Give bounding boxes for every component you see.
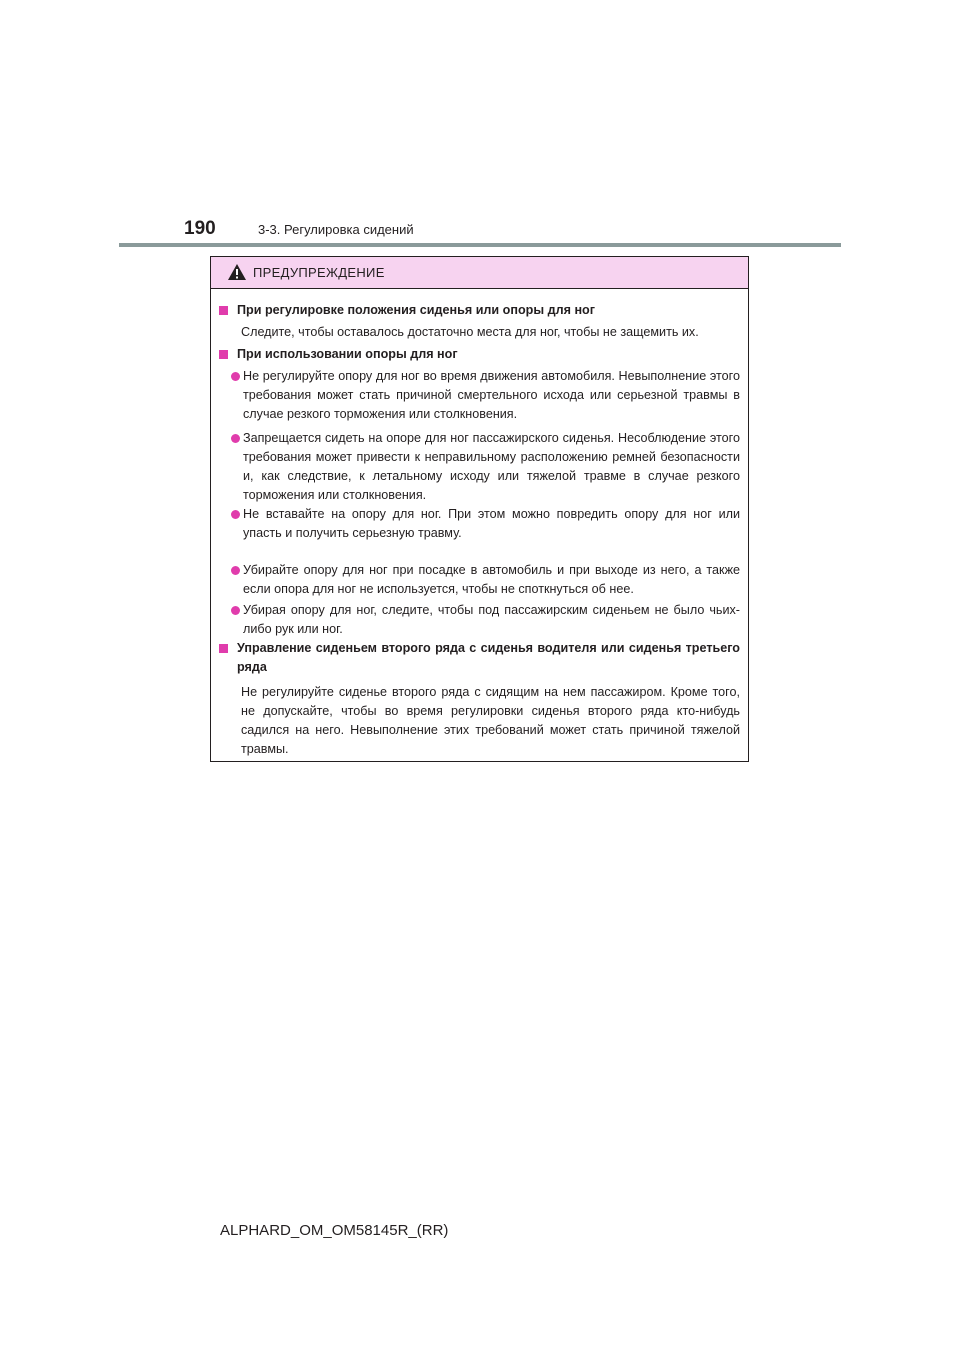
list-item-text: Не вставайте на опору для ног. При этом можно повредить опору для ног или упасть и получить серьезную травму. xyxy=(243,507,740,540)
warning-section xyxy=(219,301,740,342)
warning-box xyxy=(210,256,749,762)
section-heading-text: Управление сиденьем второго ряда с сиденья водителя или сиденья третьего ряда xyxy=(237,641,740,674)
list-item-text: Убирая опору для ног, следите, чтобы под пассажирским сиденьем не было чьих-либо рук или ног. xyxy=(243,603,740,636)
square-bullet-icon xyxy=(219,306,228,315)
round-bullet-icon xyxy=(231,434,240,443)
section-heading xyxy=(219,345,740,364)
list-item xyxy=(231,367,740,424)
section-title: 3-3. Регулировка сидений xyxy=(258,222,414,237)
page-number: 190 xyxy=(184,218,216,239)
warning-header xyxy=(211,257,748,289)
list-item xyxy=(231,601,740,639)
warning-section xyxy=(219,639,740,759)
round-bullet-icon xyxy=(231,566,240,575)
square-bullet-icon xyxy=(219,644,228,653)
document-code: ALPHARD_OM_OM58145R_(RR) xyxy=(220,1222,449,1239)
square-bullet-icon xyxy=(219,350,228,359)
section-text: Следите, чтобы оставалось достаточно места для ног, чтобы не защемить их. xyxy=(241,325,699,339)
section-text: Не регулируйте сиденье второго ряда с сидящим на нем пассажиром. Кроме того, не допускайте, чтобы во время регулировки сиденья второго ряда кто-нибудь садился на него. Невыполнение этих требований может стать причиной тяжелой травмы. xyxy=(241,685,740,756)
section-heading xyxy=(219,301,740,320)
round-bullet-icon xyxy=(231,510,240,519)
list-item xyxy=(231,505,740,543)
warning-triangle-icon xyxy=(227,263,247,281)
list-item xyxy=(231,561,740,599)
header-divider xyxy=(119,243,841,247)
list-item xyxy=(231,429,740,505)
section-heading-text: При использовании опоры для ног xyxy=(237,347,458,361)
section-heading-text: При регулировке положения сиденья или опоры для ног xyxy=(237,303,595,317)
section-heading xyxy=(219,639,740,677)
list-item-text: Не регулируйте опору для ног во время движения автомобиля. Невыполнение этого требования может стать причиной смертельного исхода или серьезной травмы в случае резкого торможения или столкновения. xyxy=(243,369,740,421)
list-item-text: Убирайте опору для ног при посадке в автомобиль и при выходе из него, а также если опора для ног не используется, чтобы не споткнуться об нее. xyxy=(243,563,740,596)
warning-title: ПРЕДУПРЕЖДЕНИЕ xyxy=(253,265,385,280)
round-bullet-icon xyxy=(231,606,240,615)
round-bullet-icon xyxy=(231,372,240,381)
warning-section xyxy=(219,345,740,364)
list-item-text: Запрещается сидеть на опоре для ног пассажирского сиденья. Несоблюдение этого требования может привести к неправильному расположению ремней безопасности и, как следствие, к летальному исходу или тяжелой травме в случае резкого торможения или столкновения. xyxy=(243,431,740,502)
